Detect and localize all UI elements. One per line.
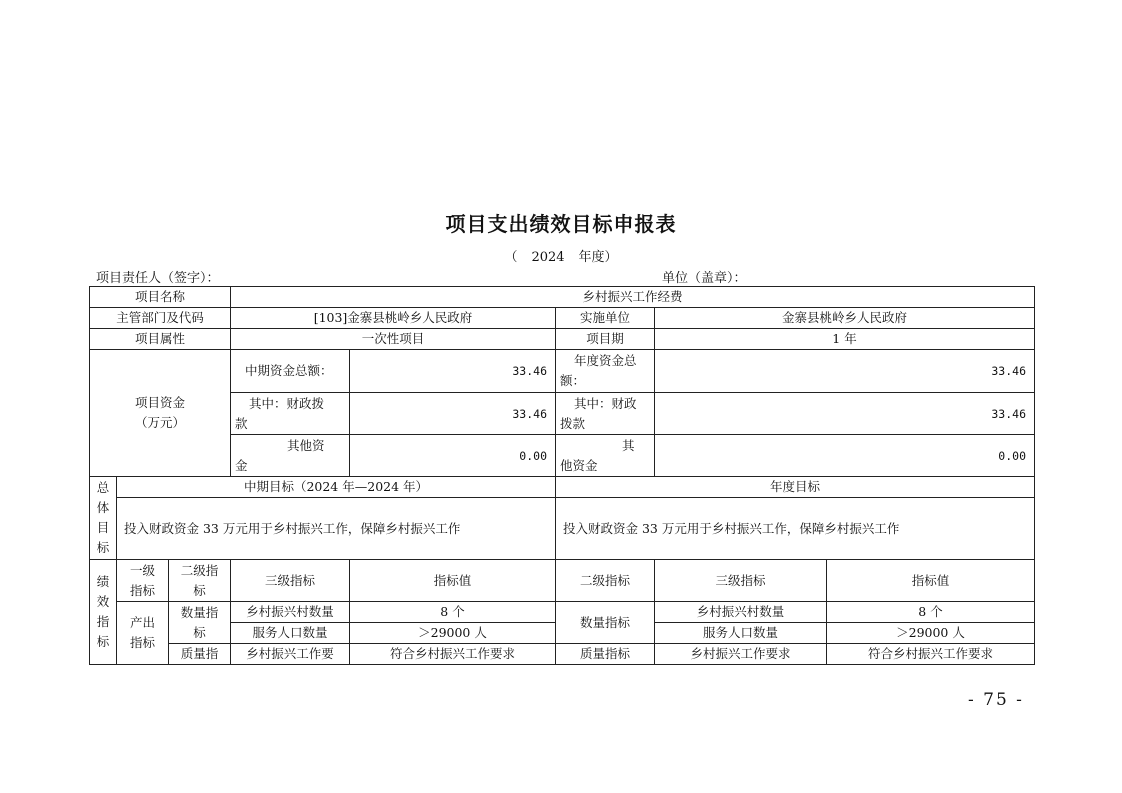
indicator-char: 效 [96, 594, 110, 609]
annual-fiscal-value: 33.46 [655, 393, 1035, 435]
indicator-r1-level3: 乡村振兴村数量 [231, 602, 350, 623]
project-period-value: 1 年 [655, 329, 1035, 350]
page-title: 项目支出绩效目标申报表 [445, 212, 677, 236]
overall-goal-char: 目 [96, 520, 110, 535]
subtitle-label: 年度） [578, 250, 618, 265]
indicator-r2-level3-annual: 服务人口数量 [655, 623, 827, 644]
project-period-label: 项目期 [556, 329, 655, 350]
impl-unit-value: 金寨县桃岭乡人民政府 [655, 308, 1035, 329]
indicator-char: 绩 [96, 574, 110, 589]
annual-fiscal-label [556, 393, 655, 435]
mid-total-label: 中期资金总额： [231, 350, 350, 393]
project-funds-label [90, 350, 231, 477]
level1-header-line: 指标 [129, 582, 155, 598]
annual-fiscal-label-b: 拨款 [560, 415, 586, 431]
indicator-r2-value-annual: ＞29000 人 [827, 623, 1035, 644]
mid-fiscal-value: 33.46 [350, 393, 556, 435]
quality-indicator-annual: 质量指标 [556, 644, 655, 665]
output-indicator-line: 指标 [129, 635, 155, 650]
annual-other-label-b: 他资金 [560, 457, 598, 473]
quantity-indicator-annual: 数量指标 [556, 602, 655, 644]
performance-goal-table [89, 286, 1035, 665]
indicator-r2-level3: 服务人口数量 [231, 623, 350, 644]
annual-goal-header: 年度目标 [556, 477, 1035, 498]
annual-other-label-a: 其 [622, 437, 635, 453]
responsible-person-label: 项目责任人（签字）： [96, 271, 220, 286]
indicator-r1-level3-annual: 乡村振兴村数量 [655, 602, 827, 623]
overall-goal-side-label [90, 477, 117, 560]
indicator-r2-value: ＞29000 人 [350, 623, 556, 644]
annual-other-value: 0.00 [655, 435, 1035, 477]
output-indicator-line: 产出 [129, 615, 155, 630]
level1-header [117, 560, 169, 602]
mid-fiscal-label [231, 393, 350, 435]
project-attr-label: 项目属性 [90, 329, 231, 350]
level1-header-line: 一级 [129, 562, 155, 578]
dept-label: 主管部门及代码 [90, 308, 231, 329]
indicator-r1-value-annual: 8 个 [827, 602, 1035, 623]
mid-fiscal-label-b: 款 [235, 415, 248, 431]
annual-total-label-b: 额： [560, 373, 586, 388]
overall-goal-char: 标 [96, 540, 110, 555]
mid-fiscal-label-a: 其中：财政拨 [249, 395, 325, 411]
project-attr-value: 一次性项目 [231, 329, 556, 350]
performance-indicator-side-label [90, 560, 117, 665]
subtitle-year: 2024 [531, 250, 565, 265]
overall-goal-char: 总 [96, 480, 110, 495]
level3-header-annual: 三级指标 [655, 560, 827, 602]
quality-indicator-label: 质量指 [169, 644, 231, 665]
indicator-r3-value-annual: 符合乡村振兴工作要求 [827, 644, 1035, 665]
annual-total-label-a: 年度资金总 [574, 353, 637, 368]
annual-total-value: 33.46 [655, 350, 1035, 393]
value-header: 指标值 [350, 560, 556, 602]
indicator-char: 标 [96, 634, 110, 649]
year-subtitle [0, 246, 1122, 265]
value-header-annual: 指标值 [827, 560, 1035, 602]
funds-label-line1: 项目资金 [134, 395, 185, 410]
mid-total-value: 33.46 [350, 350, 556, 393]
annual-fiscal-label-a: 其中：财政 [574, 395, 637, 411]
mid-other-label-a: 其他资 [287, 437, 325, 453]
subtitle-open: （ [504, 250, 518, 265]
indicator-r3-value: 符合乡村振兴工作要求 [350, 644, 556, 665]
funds-label-line2: （万元） [134, 415, 185, 430]
overall-goal-char: 体 [96, 500, 110, 515]
impl-unit-label: 实施单位 [556, 308, 655, 329]
indicator-r3-level3: 乡村振兴工作要 [231, 644, 350, 665]
quantity-indicator-label [169, 602, 231, 644]
annual-other-label [556, 435, 655, 477]
indicator-r1-value: 8 个 [350, 602, 556, 623]
project-name-label: 项目名称 [90, 287, 231, 308]
mid-other-label [231, 435, 350, 477]
output-indicator-label [117, 602, 169, 665]
mid-other-value: 0.00 [350, 435, 556, 477]
indicator-char: 指 [96, 614, 110, 629]
mid-term-goal-text: 投入财政资金 33 万元用于乡村振兴工作，保障乡村振兴工作 [117, 498, 556, 560]
dept-value: [103]金寨县桃岭乡人民政府 [231, 308, 556, 329]
mid-other-label-b: 金 [235, 457, 248, 473]
annual-total-label [556, 350, 655, 393]
page-number: - 75 - [968, 690, 1024, 710]
annual-goal-text: 投入财政资金 33 万元用于乡村振兴工作，保障乡村振兴工作 [556, 498, 1035, 560]
level2-header [169, 560, 231, 602]
level2-header-line: 标 [193, 582, 206, 598]
level3-header: 三级指标 [231, 560, 350, 602]
quantity-indicator-line: 数量指 [180, 604, 219, 620]
unit-seal-label: 单位（盖章）： [662, 271, 747, 286]
mid-term-goal-header: 中期目标（2024 年—2024 年） [117, 477, 556, 498]
indicator-r3-level3-annual: 乡村振兴工作要求 [655, 644, 827, 665]
level2-header-annual: 二级指标 [556, 560, 655, 602]
project-name-value: 乡村振兴工作经费 [231, 287, 1035, 308]
quantity-indicator-line: 标 [193, 624, 206, 640]
level2-header-line: 二级指 [180, 562, 219, 578]
